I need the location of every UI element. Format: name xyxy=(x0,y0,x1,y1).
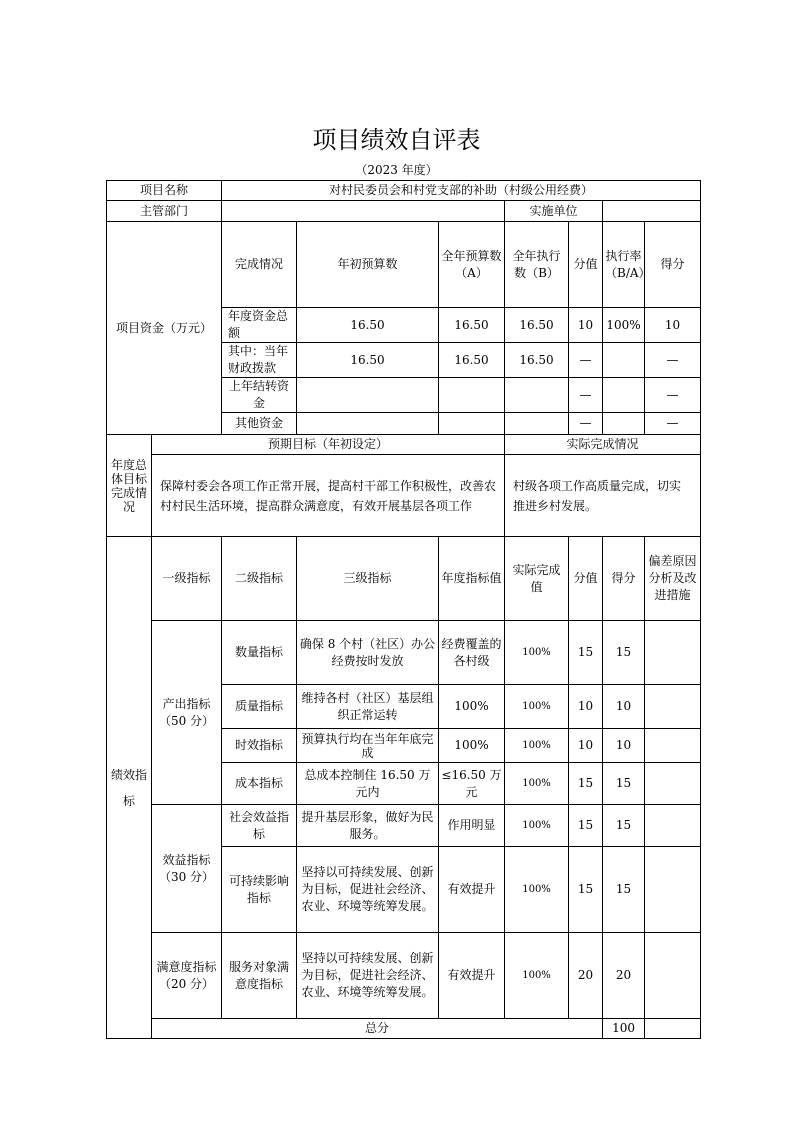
impl-unit-label: 实施单位 xyxy=(505,201,603,222)
indicator-actual: 100% xyxy=(505,685,569,729)
indicator-level2: 质量指标 xyxy=(222,685,297,729)
funds-row-item: 年度资金总额 xyxy=(222,308,297,343)
goals-actual-header: 实际完成情况 xyxy=(505,435,701,455)
total-label: 总分 xyxy=(152,1019,603,1039)
funds-row-score: — xyxy=(645,413,701,435)
indicator-deviation xyxy=(645,933,701,1019)
funds-row-full: 16.50 xyxy=(439,308,505,343)
indicator-target: 100% xyxy=(439,729,505,763)
project-name-value: 对村民委员会和村党支部的补助（村级公用经费） xyxy=(222,181,701,201)
funds-row-rate xyxy=(603,378,645,413)
indicator-deviation xyxy=(645,729,701,763)
indicator-value: 15 xyxy=(569,805,603,847)
indicators-header-value: 分值 xyxy=(569,537,603,621)
funds-row-rate xyxy=(603,413,645,435)
dept-label: 主管部门 xyxy=(107,201,222,222)
report-year: （2023 年度） xyxy=(355,163,438,177)
indicator-level3: 维持各村（社区）基层组织正常运转 xyxy=(297,685,439,729)
indicators-header-deviation: 偏差原因分析及改进措施 xyxy=(645,537,701,621)
funds-row-item: 其他资金 xyxy=(222,413,297,435)
dept-value xyxy=(222,201,505,222)
funds-row-item: 上年结转资金 xyxy=(222,378,297,413)
funds-row-exec: 16.50 xyxy=(505,308,569,343)
indicator-level3: 确保 8 个村（社区）办公经费按时发放 xyxy=(297,621,439,685)
funds-row-score: — xyxy=(645,378,701,413)
indicator-level2: 服务对象满意度指标 xyxy=(222,933,297,1019)
indicators-label: 绩效指标 xyxy=(107,537,152,1039)
indicator-target: 100% xyxy=(439,685,505,729)
indicator-target: ≤16.50 万元 xyxy=(439,763,505,805)
indicators-header-target: 年度指标值 xyxy=(439,537,505,621)
funds-header-status: 完成情况 xyxy=(222,222,297,308)
funds-row-full: 16.50 xyxy=(439,343,505,378)
indicator-level3: 总成本控制住 16.50 万元内 xyxy=(297,763,439,805)
indicator-level2: 时效指标 xyxy=(222,729,297,763)
funds-row-rate: 100% xyxy=(603,308,645,343)
funds-header-exec-rate: 执行率（B/A） xyxy=(603,222,645,308)
funds-row-full xyxy=(439,378,505,413)
funds-row-score: 10 xyxy=(645,308,701,343)
funds-row-rate xyxy=(603,343,645,378)
funds-row-exec: 16.50 xyxy=(505,343,569,378)
funds-header-full-budget: 全年预算数（A） xyxy=(439,222,505,308)
indicator-score: 10 xyxy=(603,685,645,729)
indicator-level3: 提升基层形象，做好为民服务。 xyxy=(297,805,439,847)
funds-row-score-value: — xyxy=(569,343,603,378)
funds-header-score-value: 分值 xyxy=(569,222,603,308)
indicator-level2: 社会效益指标 xyxy=(222,805,297,847)
funds-row-budget: 16.50 xyxy=(297,343,439,378)
page-title: 项目绩效自评表 xyxy=(312,126,481,154)
indicator-actual: 100% xyxy=(505,933,569,1019)
indicator-score: 15 xyxy=(603,763,645,805)
indicator-actual: 100% xyxy=(505,729,569,763)
goals-actual-text: 村级各项工作高质量完成，切实推进乡村发展。 xyxy=(505,455,701,537)
indicator-level2: 成本指标 xyxy=(222,763,297,805)
project-name-label: 项目名称 xyxy=(107,181,222,201)
goals-planned-text: 保障村委会各项工作正常开展，提高村干部工作积极性，改善农村村民生活环境，提高群众满意度，有效开展基层各项工作 xyxy=(152,455,505,537)
indicator-deviation xyxy=(645,847,701,933)
funds-row-budget xyxy=(297,378,439,413)
indicator-deviation xyxy=(645,763,701,805)
indicator-value: 15 xyxy=(569,847,603,933)
indicator-actual: 100% xyxy=(505,763,569,805)
funds-row-budget: 16.50 xyxy=(297,308,439,343)
indicator-score: 15 xyxy=(603,847,645,933)
indicator-level3: 预算执行均在当年年底完成 xyxy=(297,729,439,763)
indicator-deviation xyxy=(645,621,701,685)
indicator-deviation xyxy=(645,685,701,729)
total-value: 100 xyxy=(603,1019,645,1039)
goals-label: 年度总体目标完成情况 xyxy=(107,435,152,537)
funds-label: 项目资金（万元） xyxy=(107,222,222,435)
indicator-level1: 效益指标（30 分） xyxy=(152,805,222,933)
indicator-actual: 100% xyxy=(505,621,569,685)
indicator-level1: 满意度指标（20 分） xyxy=(152,933,222,1019)
indicator-level2: 可持续影响指标 xyxy=(222,847,297,933)
funds-row-budget xyxy=(297,413,439,435)
indicator-target: 有效提升 xyxy=(439,933,505,1019)
funds-header-initial-budget: 年初预算数 xyxy=(297,222,439,308)
indicator-score: 15 xyxy=(603,621,645,685)
impl-unit-value xyxy=(603,201,701,222)
funds-row-full xyxy=(439,413,505,435)
funds-header-score: 得分 xyxy=(645,222,701,308)
indicator-level3: 坚持以可持续发展、创新为目标，促进社会经济、农业、环境等统筹发展。 xyxy=(297,933,439,1019)
funds-row-item: 其中：当年财政拨款 xyxy=(222,343,297,378)
self-evaluation-table xyxy=(106,180,701,1039)
indicator-value: 10 xyxy=(569,729,603,763)
indicators-header-actual: 实际完成值 xyxy=(505,537,569,621)
funds-row-exec xyxy=(505,378,569,413)
indicators-header-level1: 一级指标 xyxy=(152,537,222,621)
indicator-target: 作用明显 xyxy=(439,805,505,847)
total-score xyxy=(645,1019,701,1039)
indicators-header-level3: 三级指标 xyxy=(297,537,439,621)
indicator-target: 有效提升 xyxy=(439,847,505,933)
indicator-score: 15 xyxy=(603,805,645,847)
indicator-value: 15 xyxy=(569,621,603,685)
funds-row-score: — xyxy=(645,343,701,378)
indicators-header-level2: 二级指标 xyxy=(222,537,297,621)
funds-header-executed: 全年执行数（B） xyxy=(505,222,569,308)
indicator-actual: 100% xyxy=(505,847,569,933)
indicator-level1: 产出指标（50 分） xyxy=(152,621,222,805)
indicator-value: 15 xyxy=(569,763,603,805)
funds-row-score-value: — xyxy=(569,378,603,413)
funds-row-score-value: 10 xyxy=(569,308,603,343)
indicator-score: 20 xyxy=(603,933,645,1019)
indicator-actual: 100% xyxy=(505,805,569,847)
indicator-value: 20 xyxy=(569,933,603,1019)
funds-row-score-value: — xyxy=(569,413,603,435)
goals-planned-header: 预期目标（年初设定） xyxy=(152,435,505,455)
indicator-target: 经费覆盖的各村级 xyxy=(439,621,505,685)
indicator-deviation xyxy=(645,805,701,847)
indicator-score: 10 xyxy=(603,729,645,763)
indicator-value: 10 xyxy=(569,685,603,729)
funds-row-exec xyxy=(505,413,569,435)
indicator-level2: 数量指标 xyxy=(222,621,297,685)
indicators-header-score: 得分 xyxy=(603,537,645,621)
indicator-level3: 坚持以可持续发展、创新为目标，促进社会经济、农业、环境等统筹发展。 xyxy=(297,847,439,933)
